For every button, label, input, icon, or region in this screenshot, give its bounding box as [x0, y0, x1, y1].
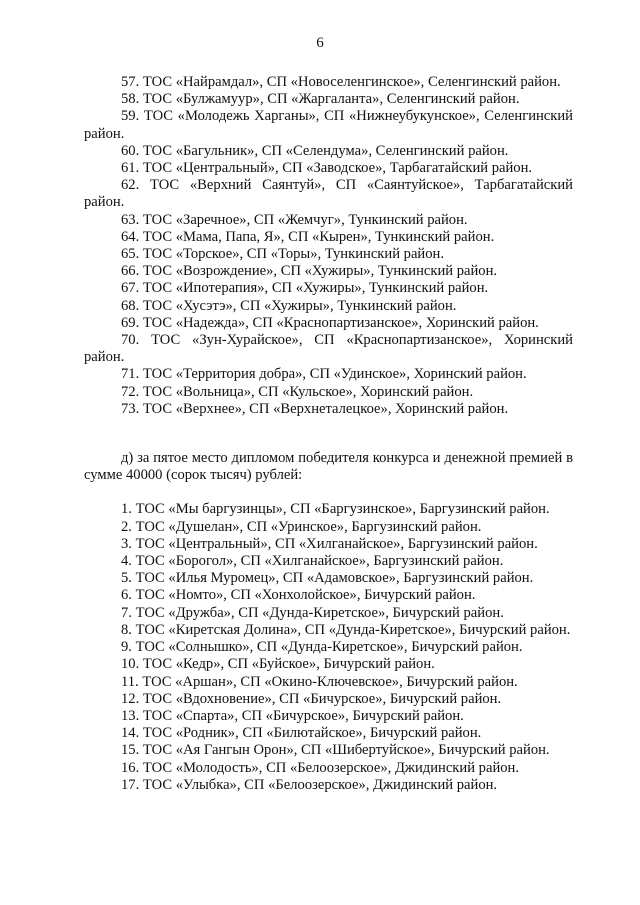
list-item: 66. ТОС «Возрождение», СП «Хужиры», Тункинский район. [121, 263, 498, 280]
list-item: 1. ТОС «Мы баргузинцы», СП «Баргузинское», Баргузинский район. [121, 501, 550, 518]
list-item: 71. ТОС «Территория добра», СП «Удинское», Хоринский район. [121, 366, 527, 383]
list-item: 72. ТОС «Вольница», СП «Кульское», Хоринский район. [121, 383, 474, 400]
list-item: 68. ТОС «Хусэтэ», СП «Хужиры», Тункинский район. [121, 297, 457, 314]
list-item: 70. ТОС «Зун-Хурайское», СП «Краснопартизанское», Хоринский район. [84, 332, 573, 366]
list-item: 5. ТОС «Илья Муромец», СП «Адамовское», Баргузинский район. [121, 570, 534, 587]
list-item: 69. ТОС «Надежда», СП «Краснопартизанское», Хоринский район. [121, 314, 539, 331]
list-item: 59. ТОС «Молодежь Харганы», СП «Нижнеубукунское», Селенгинский район. [84, 108, 573, 142]
list-item: 15. ТОС «Ая Гангын Орон», СП «Шибертуйское», Бичурский район. [121, 742, 550, 759]
section-gap [84, 418, 573, 450]
list-item: 17. ТОС «Улыбка», СП «Белоозерское», Джидинский район. [121, 776, 498, 793]
list-item: 12. ТОС «Вдохновение», СП «Бичурское», Бичурский район. [121, 690, 502, 707]
list-b [84, 501, 573, 793]
list-item: 3. ТОС «Центральный», СП «Хилганайское», Баргузинский район. [121, 535, 538, 552]
list-item: 13. ТОС «Спарта», СП «Бичурское», Бичурский район. [121, 707, 464, 724]
list-item: 6. ТОС «Номто», СП «Хонхолойское», Бичурский район. [121, 587, 476, 604]
section-intro: д) за пятое место дипломом победителя конкурса и денежной премией в сумме 40000 (сорок тысяч) рублей: [84, 450, 573, 484]
page-number: 6 [316, 35, 324, 51]
list-item: 57. ТОС «Найрамдал», СП «Новоселенгинское», Селенгинский район. [121, 74, 561, 90]
list-item: 8. ТОС «Киретская Долина», СП «Дунда-Киретское», Бичурский район. [121, 621, 571, 638]
list-item: 65. ТОС «Торское», СП «Торы», Тункинский район. [121, 246, 444, 263]
list-item: 63. ТОС «Заречное», СП «Жемчуг», Тункинский район. [121, 211, 468, 228]
section-gap [84, 484, 573, 501]
list-a [84, 74, 573, 418]
document-body [84, 74, 573, 794]
list-item: 10. ТОС «Кедр», СП «Буйское», Бичурский район. [121, 656, 435, 673]
list-item: 61. ТОС «Центральный», СП «Заводское», Тарбагатайский район. [121, 160, 533, 177]
list-item: 64. ТОС «Мама, Папа, Я», СП «Кырен», Тункинский район. [121, 228, 495, 245]
list-item: 2. ТОС «Душелан», СП «Уринское», Баргузинский район. [121, 518, 482, 535]
list-item: 7. ТОС «Дружба», СП «Дунда-Киретское», Бичурский район. [121, 604, 504, 621]
list-item: 67. ТОС «Ипотерапия», СП «Хужиры», Тункинский район. [121, 280, 489, 297]
list-item: 14. ТОС «Родник», СП «Билютайское», Бичурский район. [121, 725, 482, 742]
list-item: 11. ТОС «Аршан», СП «Окино-Ключевское», Бичурский район. [121, 673, 518, 690]
list-item: 62. ТОС «Верхний Саянтуй», СП «Саянтуйское», Тарбагатайский район. [84, 177, 573, 211]
list-item: 9. ТОС «Солнышко», СП «Дунда-Киретское», Бичурский район. [121, 639, 523, 656]
list-item: 4. ТОС «Борогол», СП «Хилганайское», Баргузинский район. [121, 553, 504, 570]
list-item: 16. ТОС «Молодость», СП «Белоозерское», Джидинский район. [121, 759, 520, 776]
list-item: 58. ТОС «Булжамуур», СП «Жаргаланта», Селенгинский район. [121, 91, 520, 108]
list-item: 60. ТОС «Багульник», СП «Селендума», Селенгинский район. [121, 142, 509, 159]
list-item: 73. ТОС «Верхнее», СП «Верхнеталецкое», Хоринский район. [121, 400, 509, 417]
